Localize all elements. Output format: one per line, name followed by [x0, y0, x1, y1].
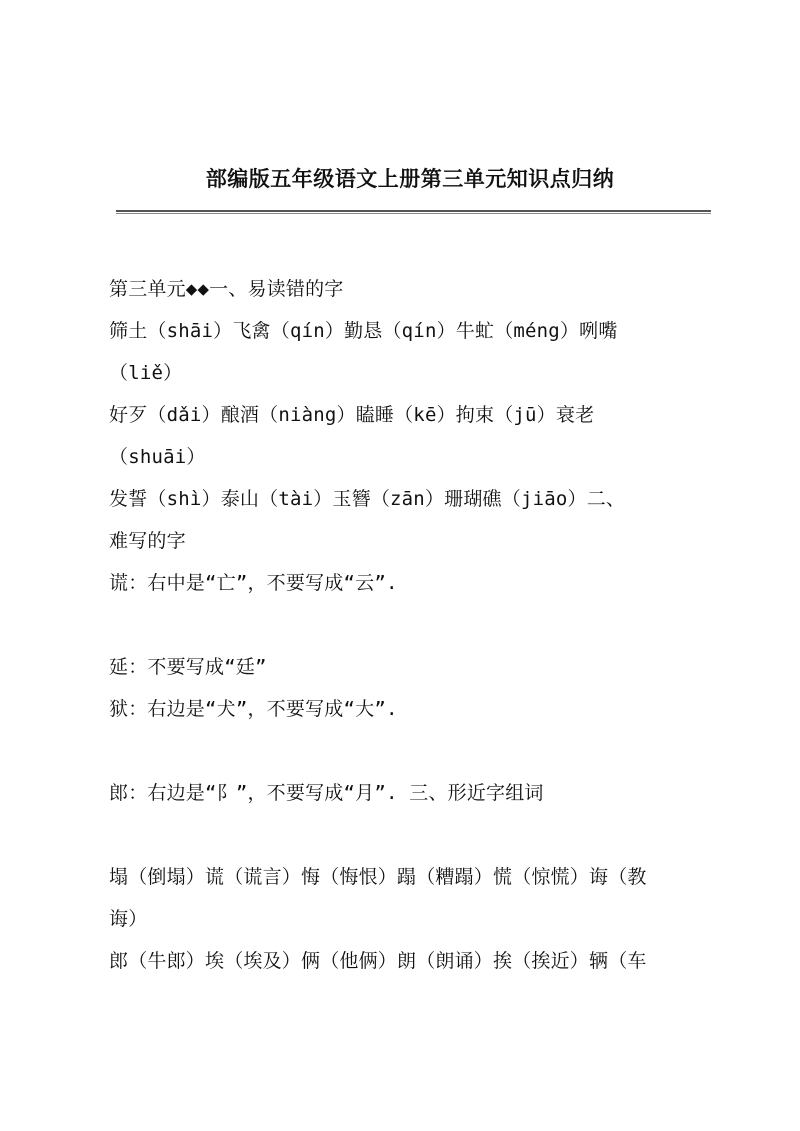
blank-line [109, 604, 713, 646]
text-line: 郎：右边是“阝”，不要写成“月”. 三、形近字组词 [109, 782, 544, 804]
text-line: 郎（牛郎）埃（埃及）俩（他俩）朗（朗诵）挨（挨近）辆（车 [109, 950, 647, 972]
section-heading-line: 第三单元◆◆一、易读错的字 [109, 278, 344, 300]
text-line: 好歹（dǎi）酿酒（niàng）瞌睡（kē）拘束（jū）衰老 [109, 404, 595, 426]
text-line: （shuāi） [109, 446, 206, 468]
text-line: 狱：右边是“犬”，不要写成“大”. [109, 698, 398, 720]
text-line: 谎：右中是“亡”，不要写成“云”. [109, 572, 398, 594]
document-title: 部编版五年级语文上册第三单元知识点归纳 [205, 166, 615, 191]
document-body [109, 268, 713, 982]
text-line: （liě） [109, 362, 183, 384]
blank-line [109, 730, 713, 772]
text-line: 发誓（shì）泰山（tài）玉簪（zān）珊瑚礁（jiāo）二、 [109, 488, 626, 510]
text-line: 诲） [109, 908, 148, 930]
text-line: 塌（倒塌）谎（谎言）悔（悔恨）蹋（糟蹋）慌（惊慌）诲（教 [109, 866, 647, 888]
title-divider [116, 210, 711, 214]
text-line: 难写的字 [109, 530, 186, 552]
blank-line [109, 814, 713, 856]
text-line: 延：不要写成“廷” [109, 656, 267, 678]
text-line: 筛土（shāi）飞禽（qín）勤恳（qín）牛虻（méng）咧嘴 [109, 320, 618, 342]
